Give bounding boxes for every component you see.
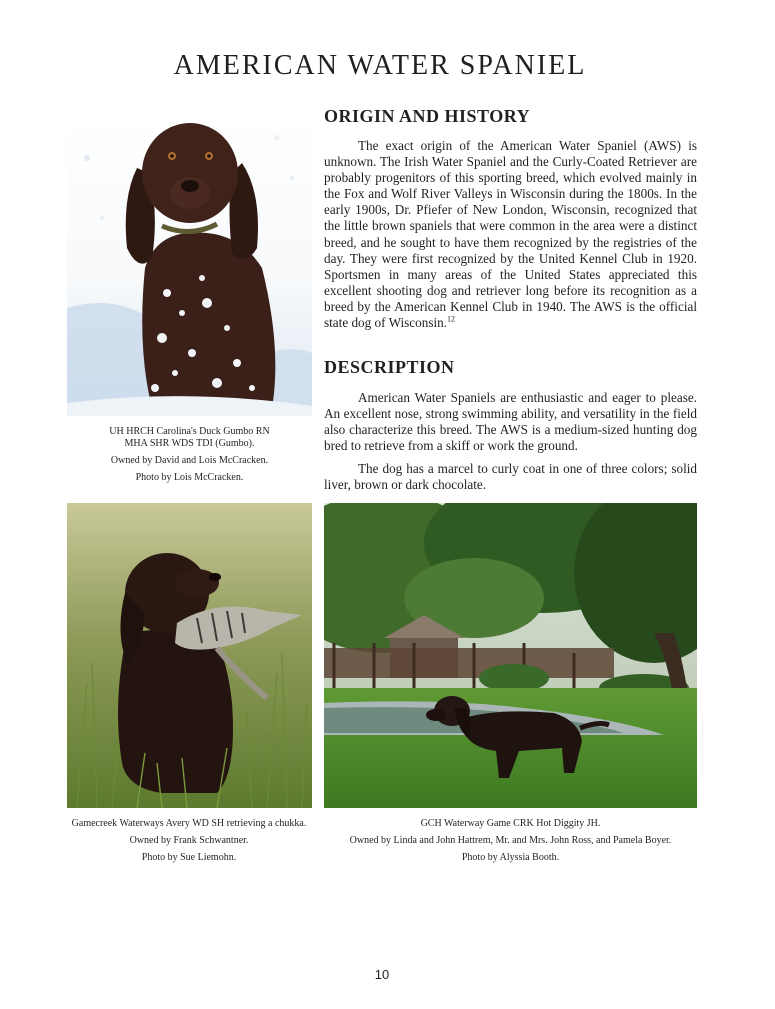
- caption-owner: Owned by David and Lois McCracken.: [110, 455, 269, 466]
- section-heading-description: DESCRIPTION: [324, 357, 455, 377]
- origin-text: [324, 138, 697, 331]
- caption-owner: Owned by Frank Schwantner.: [129, 835, 249, 846]
- caption-owner: Owned by Linda and John Hattrem, Mr. and Mrs. John Ross, and Pamela Boyer.: [349, 835, 672, 846]
- photo-dog-in-snow: [67, 118, 312, 416]
- page-title: AMERICAN WATER SPANIEL: [173, 50, 587, 81]
- photo-dog-in-park: [324, 503, 697, 808]
- photo-caption-park: [324, 818, 697, 869]
- footnote-marker: 12: [447, 314, 456, 324]
- caption-photo-credit: Photo by Lois McCracken.: [135, 472, 244, 483]
- description-text: [324, 390, 697, 494]
- caption-dog-name: Gamecreek Waterways Avery WD SH retrieving a chukka.: [71, 818, 307, 829]
- photo-dog-in-grass: [67, 503, 312, 808]
- photo-caption-snow: [67, 426, 312, 489]
- caption-photo-credit: Photo by Alyssia Booth.: [461, 852, 560, 863]
- page-number: 10: [374, 967, 390, 982]
- photo-caption-grass: [55, 818, 323, 869]
- caption-dog-name: UH HRCH Carolina's Duck Gumbo RN MHA SHR WDS TDI (Gumbo).: [109, 426, 270, 449]
- caption-dog-name: GCH Waterway Game CRK Hot Diggity JH.: [420, 818, 601, 829]
- section-heading-origin: ORIGIN AND HISTORY: [324, 106, 531, 126]
- origin-paragraph: The exact origin of the American Water Spaniel (AWS) is unknown. The Irish Water Spaniel and the Curly-Coated Retriever are probably progenitors of this sporting breed, which evolved mainly in the Fox and Wolf River Valleys in Wisconsin during the 1800s. In the early 1900s, Dr. Pfiefer of New London, Wisconsin, recognized that the little brown spaniels that were common in the area were a distinct breed, and he sought to have them recognized by the registries of the day. They were first recognized by the United Kennel Club in 1920. Sportsmen in many areas of the United States appreciated this excellent shooting dog and retriever long before its recognition as a breed by the American Kennel Club in 1940. The AWS is the official state dog of Wisconsin.: [324, 138, 697, 331]
- caption-photo-credit: Photo by Sue Liemohn.: [141, 852, 237, 863]
- description-paragraph: American Water Spaniels are enthusiastic and eager to please. An excellent nose, strong swimming ability, and versatility in the field also characterize this breed. The AWS is a medium-sized hunting dog bred to retrieve from a skiff or work the ground.: [324, 390, 697, 454]
- description-paragraph: The dog has a marcel to curly coat in one of three colors; solid liver, brown or dark chocolate.: [324, 461, 697, 493]
